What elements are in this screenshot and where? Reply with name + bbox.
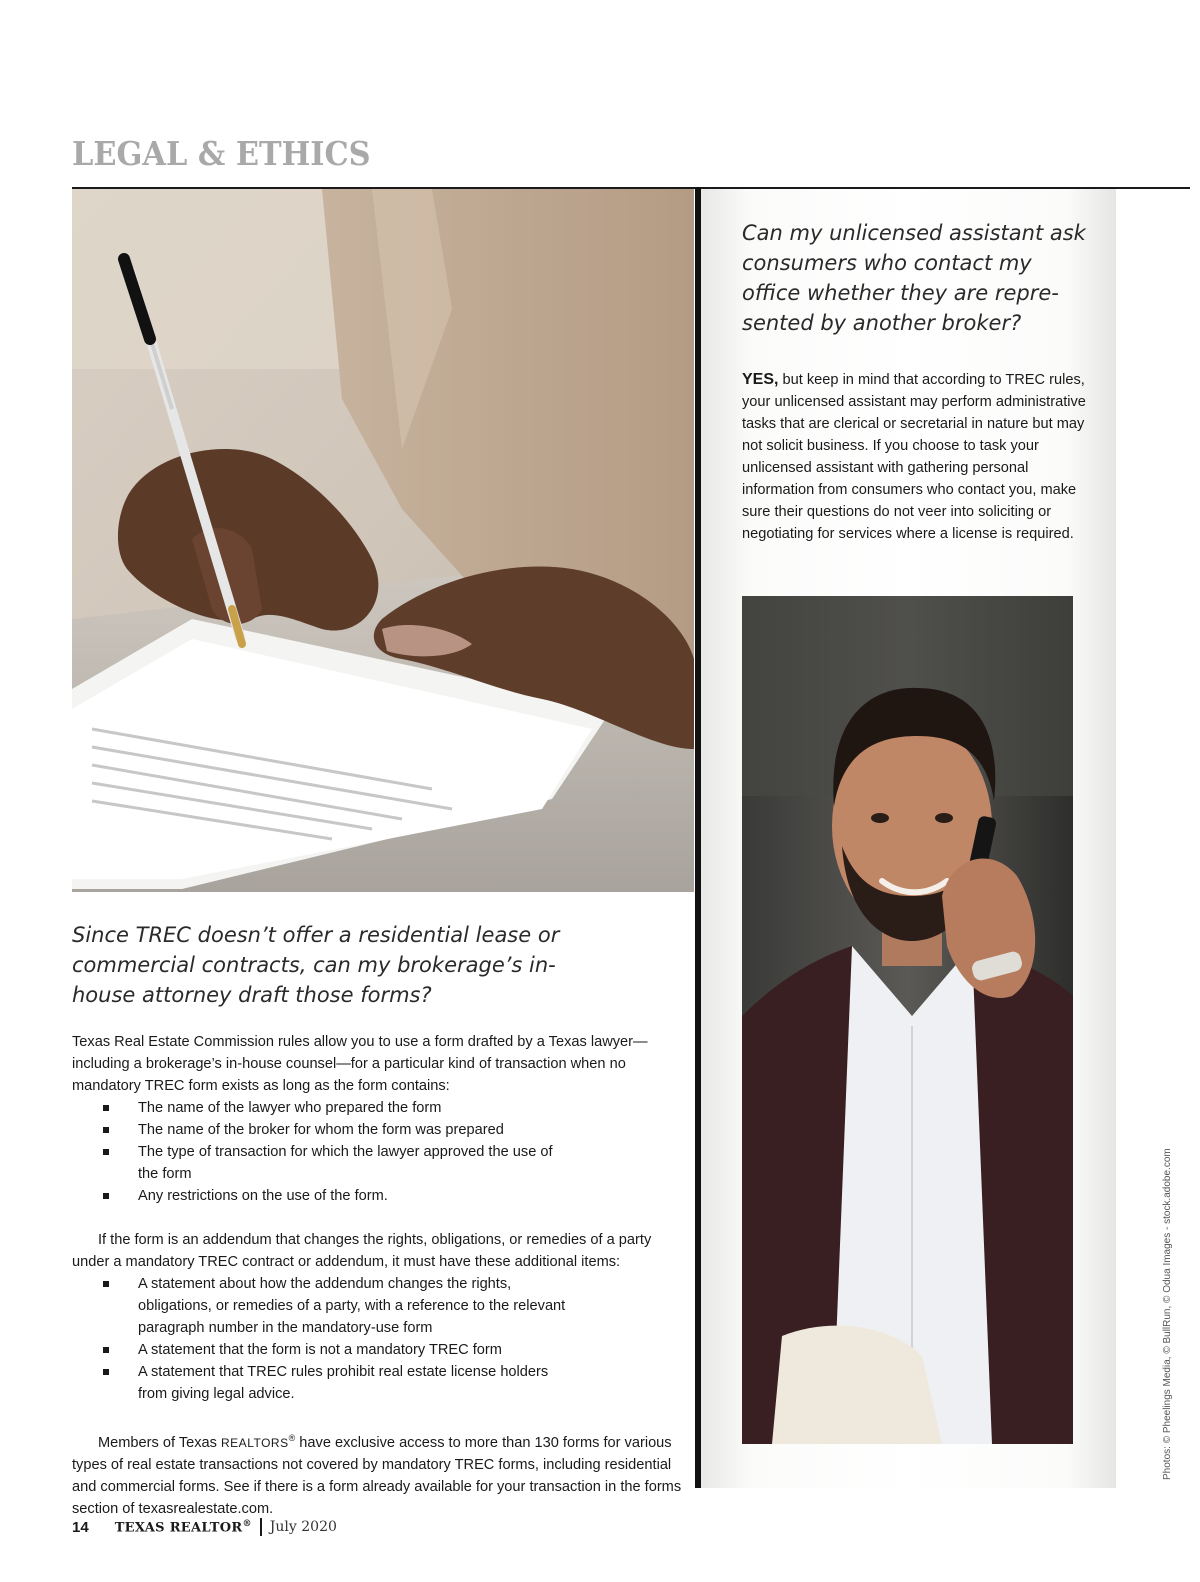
list-item: The name of the broker for whom the form was prepared [72,1119,572,1141]
magazine-name: TEXAS REALTOR® [114,1518,252,1536]
photo-hands-signing-document [72,189,694,892]
left-question: Since TREC doesn’t offer a residential lease or commercial contracts, can my brokerage’s in-house attorney draft those forms? [72,923,560,1007]
addendum-requirements-list [72,1273,684,1405]
sidebar-answer: YES, but keep in mind that according to TREC rules, your unlicensed assistant may perform administrative tasks that are clerical or secretarial in nature but may not solicit business. If you choose to task your unlicensed assistant with gathering personal information from consumers who contact you, make sure their questions do not veer into soliciting or negotiating for services where a license is required. [742,371,1086,542]
intro-paragraph: Texas Real Estate Commission rules allow you to use a form drafted by a Texas lawyer—including a brokerage’s in-house counsel—for a particular kind of transaction when no mandatory TREC form exists as long as the form contains: [72,1034,648,1094]
photo-credit: Photos: © Pheelings Media, © BullRun, © Odua Images - stock.adobe.com [1162,1148,1173,1480]
section-title: LEGAL & ETHICS [72,134,371,173]
footer-separator [260,1518,262,1536]
page-number: 14 [72,1518,89,1536]
addendum-paragraph: If the form is an addendum that changes the rights, obligations, or remedies of a party under a mandatory TREC contract or addendum, it must have these additional items: [72,1232,652,1270]
members-paragraph: Members of Texas REALTORS® have exclusive access to more than 130 forms for various types of real estate transactions not covered by mandatory TREC forms, including residential and commercial forms. See if there is a form already available for your transaction in the forms section of texasrealestate.com. [72,1433,682,1517]
list-item: The type of transaction for which the lawyer approved the use of the form [72,1141,572,1185]
form-requirements-list [72,1097,684,1207]
left-article-body [72,1031,684,1520]
photo-man-on-phone [742,596,1073,1444]
list-item: A statement about how the addendum changes the rights, obligations, or remedies of a party, with a reference to the relevant paragraph number in the mandatory-use form [72,1273,572,1339]
list-item: The name of the lawyer who prepared the form [72,1097,572,1119]
answer-lead: YES, [742,371,779,388]
page-footer [72,1516,337,1538]
list-item: Any restrictions on the use of the form. [72,1185,572,1207]
list-item: A statement that TREC rules prohibit real estate license holders from giving legal advice. [72,1361,572,1405]
sidebar-question: Can my unlicensed assistant ask consumers who contact my office whether they are repre-sented by another broker? [742,221,1086,335]
list-item: A statement that the form is not a mandatory TREC form [72,1339,572,1361]
issue-date: July 2020 [269,1519,337,1535]
